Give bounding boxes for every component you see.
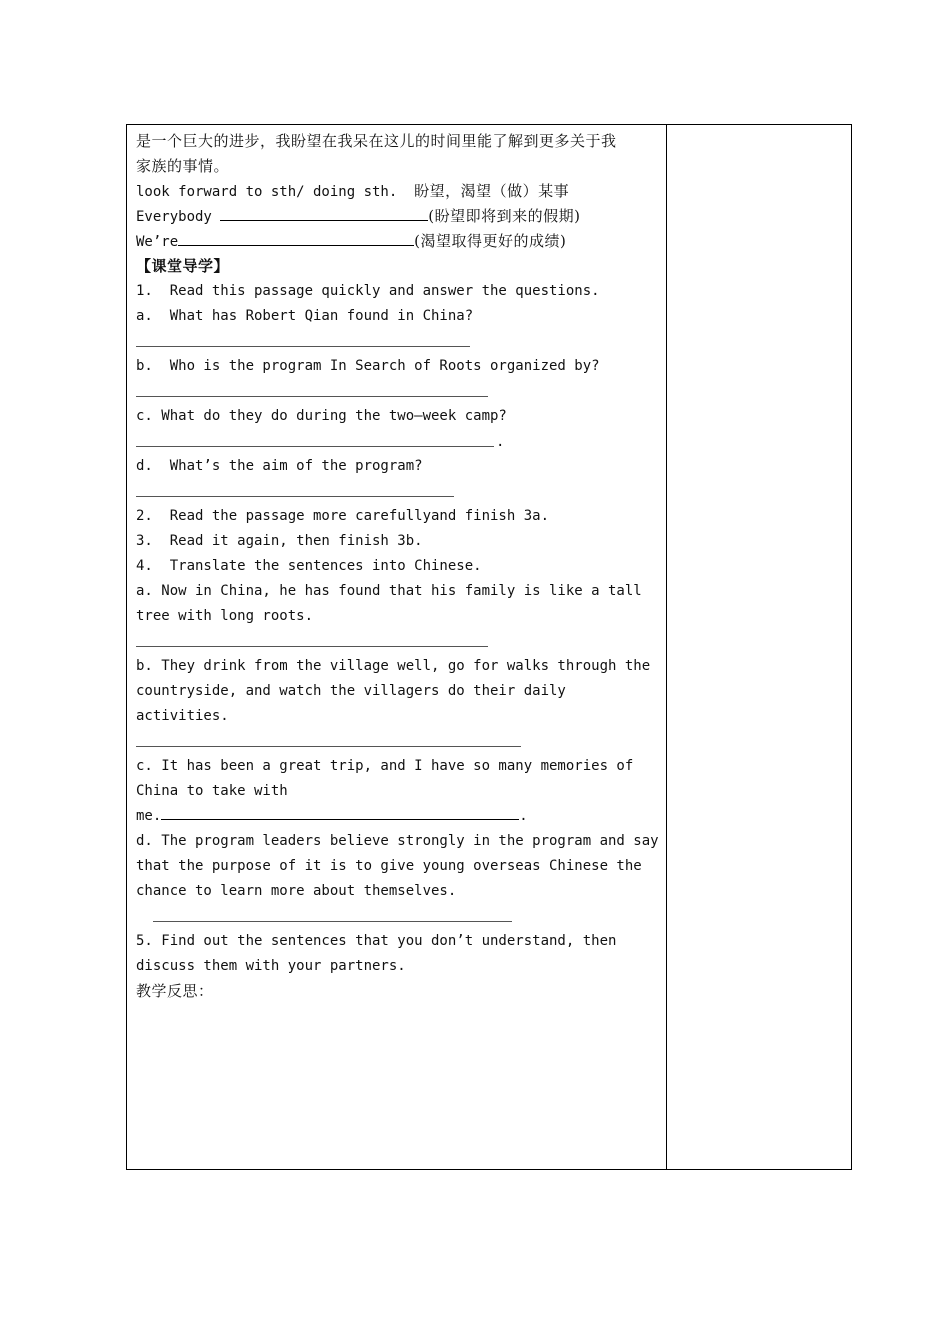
intro-line-1: 是一个巨大的进步，我盼望在我呆在这儿的时间里能了解到更多关于我 (136, 132, 617, 150)
exercise-2-start: We’re (136, 234, 179, 250)
worksheet-table (126, 124, 852, 1170)
answer-line-c[interactable] (136, 429, 666, 454)
answer-line-d[interactable] (136, 479, 666, 504)
task-5-line-2: discuss them with your partners. (136, 958, 406, 974)
question-d: d. What’s the aim of the program? (136, 458, 423, 474)
sentence-a-line-2: tree with long roots. (136, 608, 314, 624)
intro-line-2: 家族的事情。 (136, 157, 230, 175)
task-1-title: 1. Read this passage quickly and answer the questions. (136, 283, 600, 299)
question-b: b. Who is the program In Search of Roots organized by? (136, 358, 600, 374)
translation-line-c-period: . (519, 808, 528, 824)
question-c: c. What do they do during the two—week camp? (136, 408, 507, 424)
exercise-1-start: Everybody (136, 209, 212, 225)
exercise-1 (136, 204, 666, 229)
exercise-2-hint: (渴望取得更好的成绩) (414, 232, 567, 250)
section-heading: 【课堂导学】 (136, 257, 230, 275)
exercise-2 (136, 229, 666, 254)
sentence-d-line-3: chance to learn more about themselves. (136, 883, 457, 899)
question-a: a. What has Robert Qian found in China? (136, 308, 474, 324)
translation-line-d[interactable] (136, 904, 666, 929)
reflection-label: 教学反思： (136, 982, 214, 1000)
task-3: 3. Read it again, then finish 3b. (136, 533, 423, 549)
answer-line-b[interactable] (136, 379, 666, 404)
sentence-c-line-2: China to take with (136, 783, 288, 799)
main-column (127, 125, 667, 1169)
task-5-line-1: 5. Find out the sentences that you don’t understand, then (136, 933, 617, 949)
phrase-english: look forward to sth/ doing sth. (136, 184, 398, 200)
sentence-c-line-3 (136, 804, 666, 829)
translation-line-c[interactable] (161, 804, 519, 820)
sentence-d-line-2: that the purpose of it is to give young overseas Chinese the (136, 858, 642, 874)
sentence-b-line-1: b. They drink from the village well, go for walks through the (136, 658, 651, 674)
task-4-title: 4. Translate the sentences into Chinese. (136, 558, 482, 574)
answer-line-c-period: . (496, 434, 505, 450)
phrase-line (136, 179, 666, 204)
translation-line-b[interactable] (136, 729, 666, 754)
sentence-c-start: me. (136, 808, 162, 824)
sentence-b-line-3: activities. (136, 708, 229, 724)
task-2: 2. Read the passage more carefullyand finish 3a. (136, 508, 550, 524)
exercise-1-blank[interactable] (220, 205, 428, 221)
exercise-1-hint: (盼望即将到来的假期) (428, 207, 581, 225)
sentence-a-line-1: a. Now in China, he has found that his family is like a tall (136, 583, 642, 599)
notes-column[interactable] (667, 125, 851, 1169)
sentence-d-line-1: d. The program leaders believe strongly in the program and say (136, 833, 659, 849)
sentence-b-line-2: countryside, and watch the villagers do their daily (136, 683, 566, 699)
exercise-2-blank[interactable] (178, 230, 414, 246)
phrase-chinese: 盼望，渴望（做）某事 (414, 182, 570, 200)
sentence-c-line-1: c. It has been a great trip, and I have so many memories of (136, 758, 634, 774)
translation-line-a[interactable] (136, 629, 666, 654)
answer-line-a[interactable] (136, 329, 666, 354)
